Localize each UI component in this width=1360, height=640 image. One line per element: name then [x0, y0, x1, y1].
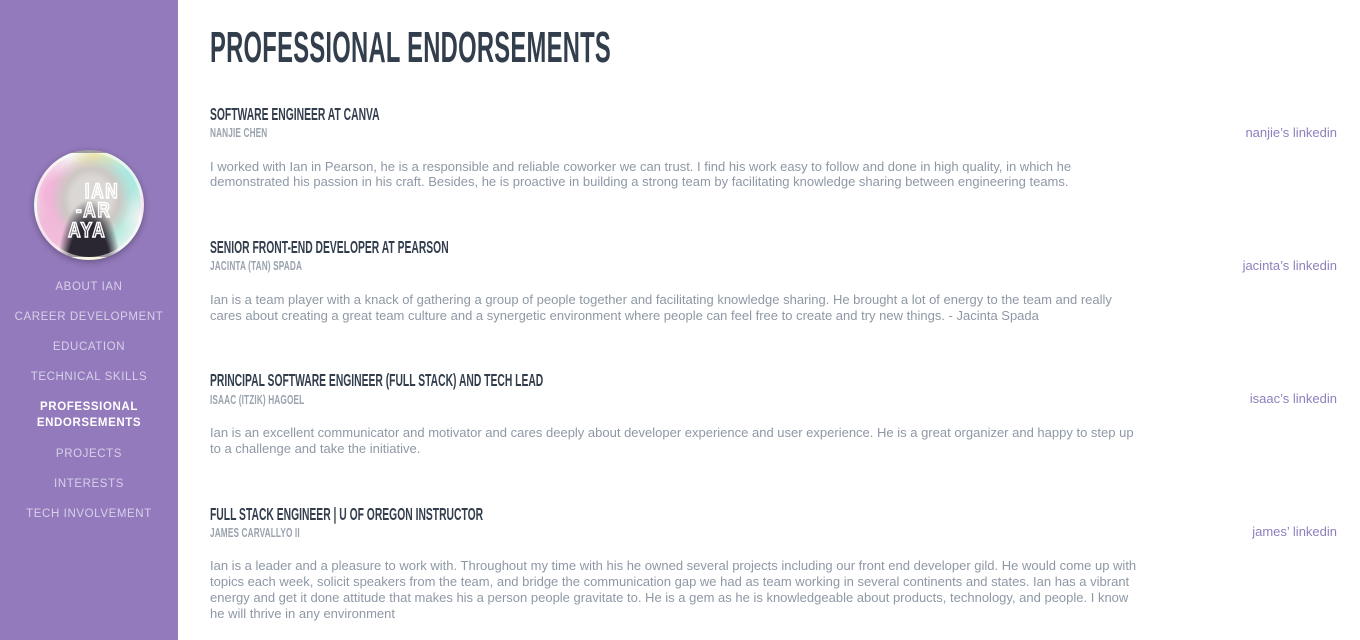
- avatar-monogram-line: AYA: [67, 218, 107, 242]
- linkedin-link[interactable]: james’ linkedin: [1252, 524, 1337, 540]
- sidebar-item-career-development[interactable]: CAREER DEVELOPMENT: [14, 311, 164, 324]
- endorsement-entry-oregon: [210, 504, 1337, 622]
- page-title: PROFESSIONAL ENDORSEMENTS: [210, 23, 612, 72]
- endorsement-heading-block: [210, 504, 673, 541]
- sidebar-item-interests[interactable]: INTERESTS: [54, 477, 124, 490]
- endorsement-entry-canva: [210, 104, 1337, 190]
- main-content: [178, 0, 1360, 640]
- avatar[interactable]: [34, 150, 144, 260]
- sidebar-item-education[interactable]: EDUCATION: [52, 341, 126, 354]
- sidebar-nav: [0, 272, 178, 529]
- endorsement-name: NANJIE CHEN: [210, 126, 268, 141]
- sidebar-item-projects[interactable]: PROJECTS: [55, 447, 123, 460]
- linkedin-link[interactable]: jacinta’s linkedin: [1242, 257, 1337, 273]
- linkedin-link[interactable]: nanjie’s linkedin: [1245, 124, 1337, 140]
- endorsement-heading-block: [210, 104, 497, 141]
- avatar-monogram-line: IAN: [84, 179, 120, 203]
- endorsement-quote: Ian is a team player with a knack of gathering a group of people together and facilitating knowledge sharing. He brought a lot of energy to the team and really cares about creating a great team culture and a synergetic environment where people can feel free to create and try new things. - Jacinta Spada: [210, 291, 1112, 323]
- endorsement-header: [210, 504, 1337, 541]
- endorsement-role: SENIOR FRONT-END DEVELOPER AT PEARSON: [210, 237, 449, 258]
- endorsement-quote: I worked with Ian in Pearson, he is a responsible and reliable coworker we can trust. I find his work easy to follow and done in high quality, in which he demonstrated his passion in his craft. Besides, he is proactive in building a strong team by facilitating knowledge sharing between engineering teams.: [210, 158, 1072, 190]
- sidebar: [0, 0, 178, 640]
- endorsement-role: PRINCIPAL SOFTWARE ENGINEER (FULL STACK) AND TECH LEAD: [210, 370, 544, 391]
- sidebar-item-professional-endorsements[interactable]: PROFESSIONAL ENDORSEMENTS: [36, 401, 142, 430]
- sidebar-item-tech-involvement[interactable]: TECH INVOLVEMENT: [26, 507, 152, 520]
- sidebar-item-about-ian[interactable]: ABOUT IAN: [55, 281, 123, 293]
- endorsement-heading-block: [210, 370, 775, 407]
- endorsement-quote: Ian is a leader and a pleasure to work with. Throughout my time with his he owned several projects including our front end developer gild. He would come up with topics each week, solicit speakers from the team, and bridge the communication gap we had as team working in several continents and states. Ian has a vibrant energy and get it done attitude that makes his a person people gravitate to. He is a gem as he is knowledgeable about products, technology, and people. I know he will thrive in any environment: [210, 558, 1137, 621]
- endorsement-header: [210, 370, 1337, 407]
- endorsement-heading-block: [210, 237, 614, 274]
- endorsement-name: ISAAC (ITZIK) HAGOEL: [210, 392, 305, 407]
- avatar-monogram-line: -AR: [76, 199, 112, 223]
- endorsement-header: [210, 237, 1337, 274]
- endorsement-name: JAMES CARVALLYO II: [210, 525, 300, 540]
- endorsement-role: FULL STACK ENGINEER | U OF OREGON INSTRUCTOR: [210, 503, 484, 524]
- endorsement-header: [210, 104, 1337, 141]
- endorsement-entry-pearson: [210, 237, 1337, 323]
- avatar-monogram: [37, 153, 141, 257]
- linkedin-link[interactable]: isaac’s linkedin: [1249, 390, 1337, 406]
- sidebar-item-technical-skills[interactable]: TECHNICAL SKILLS: [30, 371, 148, 384]
- endorsement-entry-principal: [210, 370, 1337, 456]
- endorsement-quote: Ian is an excellent communicator and motivator and cares deeply about developer experience and user experience. He is a great organizer and happy to step up to a challenge and take the initiative.: [210, 424, 1134, 456]
- endorsement-role: SOFTWARE ENGINEER AT CANVA: [210, 104, 380, 124]
- endorsement-name: JACINTA (TAN) SPADA: [210, 259, 303, 274]
